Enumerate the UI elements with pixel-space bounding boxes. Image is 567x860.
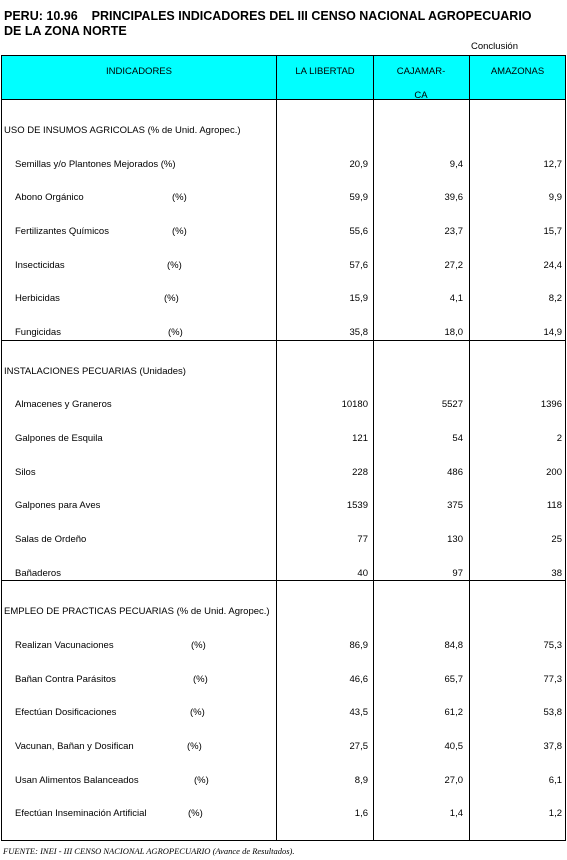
row-label: Efectúan Dosificaciones <box>15 707 117 718</box>
value-cajamarca: 27,2 <box>444 260 463 271</box>
table-row <box>0 433 567 447</box>
value-cajamarca: 23,7 <box>444 226 463 237</box>
value-amazonas: 12,7 <box>543 159 562 170</box>
value-la-libertad: 59,9 <box>349 192 368 203</box>
value-amazonas: 200 <box>546 467 562 478</box>
value-la-libertad: 15,9 <box>349 293 368 304</box>
row-unit: (%) <box>194 775 209 786</box>
table-row <box>0 192 567 206</box>
value-amazonas: 14,9 <box>543 327 562 338</box>
value-amazonas: 77,3 <box>543 674 562 685</box>
row-label: Salas de Ordeño <box>15 534 87 545</box>
value-amazonas: 75,3 <box>543 640 562 651</box>
value-la-libertad: 86,9 <box>349 640 368 651</box>
value-amazonas: 37,8 <box>543 741 562 752</box>
row-label: Fertilizantes Químicos <box>15 226 109 237</box>
header-cajamarca-line1: CAJAMAR- <box>396 66 446 77</box>
table-row <box>0 260 567 274</box>
header-amazonas: AMAZONAS <box>490 66 545 77</box>
value-cajamarca: 5527 <box>441 399 463 410</box>
row-label: Fungicidas <box>15 327 61 338</box>
table-row <box>0 534 567 548</box>
value-cajamarca: 97 <box>452 568 463 579</box>
table-row <box>0 399 567 413</box>
table-row <box>0 293 567 307</box>
row-label: Silos <box>15 467 36 478</box>
value-amazonas: 8,2 <box>548 293 562 304</box>
value-la-libertad: 40 <box>357 568 368 579</box>
value-cajamarca: 61,2 <box>444 707 463 718</box>
table-row <box>0 707 567 721</box>
value-amazonas: 1396 <box>540 399 562 410</box>
table-number: PERU: 10.96 <box>4 9 78 23</box>
row-unit: (%) <box>191 640 206 651</box>
value-cajamarca: 27,0 <box>444 775 463 786</box>
value-la-libertad: 228 <box>352 467 368 478</box>
row-label: Realizan Vacunaciones <box>15 640 114 651</box>
source-footnote: FUENTE: INEI - III CENSO NACIONAL AGROPECUARIO (Avance de Resultados). <box>3 846 295 856</box>
row-unit: (%) <box>164 293 179 304</box>
row-label: Galpones para Aves <box>15 500 101 511</box>
value-cajamarca: 84,8 <box>444 640 463 651</box>
value-la-libertad: 1539 <box>346 500 368 511</box>
value-amazonas: 15,7 <box>543 226 562 237</box>
value-cajamarca: 486 <box>447 467 463 478</box>
value-amazonas: 9,9 <box>548 192 562 203</box>
value-cajamarca: 1,4 <box>449 808 463 819</box>
row-label: Abono Orgánico <box>15 192 84 203</box>
row-label: Usan Alimentos Balanceados <box>15 775 139 786</box>
row-unit: (%) <box>187 741 202 752</box>
row-unit: (%) <box>172 192 187 203</box>
value-cajamarca: 130 <box>447 534 463 545</box>
section-title-instalaciones: INSTALACIONES PECUARIAS (Unidades) <box>4 366 186 377</box>
row-unit: (%) <box>168 327 183 338</box>
value-cajamarca: 65,7 <box>444 674 463 685</box>
title-line-2: DE LA ZONA NORTE <box>4 24 127 38</box>
value-la-libertad: 10180 <box>341 399 368 410</box>
table-row <box>0 568 567 582</box>
table-row <box>0 500 567 514</box>
value-la-libertad: 77 <box>357 534 368 545</box>
conclusion-label: Conclusión <box>471 41 518 52</box>
value-amazonas: 118 <box>546 500 562 511</box>
header-la-libertad: LA LIBERTAD <box>295 66 355 77</box>
value-amazonas: 53,8 <box>543 707 562 718</box>
row-unit: (%) <box>193 674 208 685</box>
value-la-libertad: 1,6 <box>354 808 368 819</box>
table-row <box>0 467 567 481</box>
row-unit: (%) <box>172 226 187 237</box>
row-label: Herbicidas <box>15 293 60 304</box>
value-amazonas: 2 <box>556 433 562 444</box>
value-cajamarca: 4,1 <box>449 293 463 304</box>
row-label: Galpones de Esquila <box>15 433 103 444</box>
title-line-1: PRINCIPALES INDICADORES DEL III CENSO NACIONAL AGROPECUARIO <box>91 9 532 23</box>
value-amazonas: 24,4 <box>543 260 562 271</box>
row-label: Almacenes y Graneros <box>15 399 112 410</box>
value-la-libertad: 121 <box>352 433 368 444</box>
row-label: Efectúan Inseminación Artificial <box>15 808 147 819</box>
header-indicadores: INDICADORES <box>106 66 172 77</box>
row-label: Bañaderos <box>15 568 61 579</box>
header-cajamarca-line2: CA <box>414 90 428 101</box>
value-la-libertad: 27,5 <box>349 741 368 752</box>
value-cajamarca: 54 <box>452 433 463 444</box>
row-label: Bañan Contra Parásitos <box>15 674 116 685</box>
value-amazonas: 1,2 <box>548 808 562 819</box>
value-cajamarca: 375 <box>447 500 463 511</box>
table-row <box>0 674 567 688</box>
table-row <box>0 226 567 240</box>
value-cajamarca: 9,4 <box>449 159 463 170</box>
table-row <box>0 640 567 654</box>
section-title-insumos: USO DE INSUMOS AGRICOLAS (% de Unid. Agropec.) <box>4 125 241 136</box>
value-cajamarca: 18,0 <box>444 327 463 338</box>
row-unit: (%) <box>167 260 182 271</box>
page-title <box>4 9 564 39</box>
table-header <box>1 55 566 100</box>
value-la-libertad: 20,9 <box>349 159 368 170</box>
value-la-libertad: 57,6 <box>349 260 368 271</box>
section-title-practicas: EMPLEO DE PRACTICAS PECUARIAS (% de Unid. Agropec.) <box>4 606 270 617</box>
value-cajamarca: 39,6 <box>444 192 463 203</box>
table-row <box>0 327 567 341</box>
table-bottom-border <box>1 840 566 841</box>
value-amazonas: 6,1 <box>548 775 562 786</box>
row-unit: (%) <box>190 707 205 718</box>
table-row <box>0 808 567 822</box>
row-label: Semillas y/o Plantones Mejorados (%) <box>15 159 176 170</box>
value-amazonas: 38 <box>551 568 562 579</box>
value-amazonas: 25 <box>551 534 562 545</box>
table-row <box>0 159 567 173</box>
value-la-libertad: 55,6 <box>349 226 368 237</box>
table-row <box>0 775 567 789</box>
row-label: Insecticidas <box>15 260 65 271</box>
value-la-libertad: 8,9 <box>354 775 368 786</box>
value-la-libertad: 46,6 <box>349 674 368 685</box>
value-la-libertad: 35,8 <box>349 327 368 338</box>
value-la-libertad: 43,5 <box>349 707 368 718</box>
table-row <box>0 741 567 755</box>
value-cajamarca: 40,5 <box>444 741 463 752</box>
row-unit: (%) <box>188 808 203 819</box>
row-label: Vacunan, Bañan y Dosifican <box>15 741 134 752</box>
